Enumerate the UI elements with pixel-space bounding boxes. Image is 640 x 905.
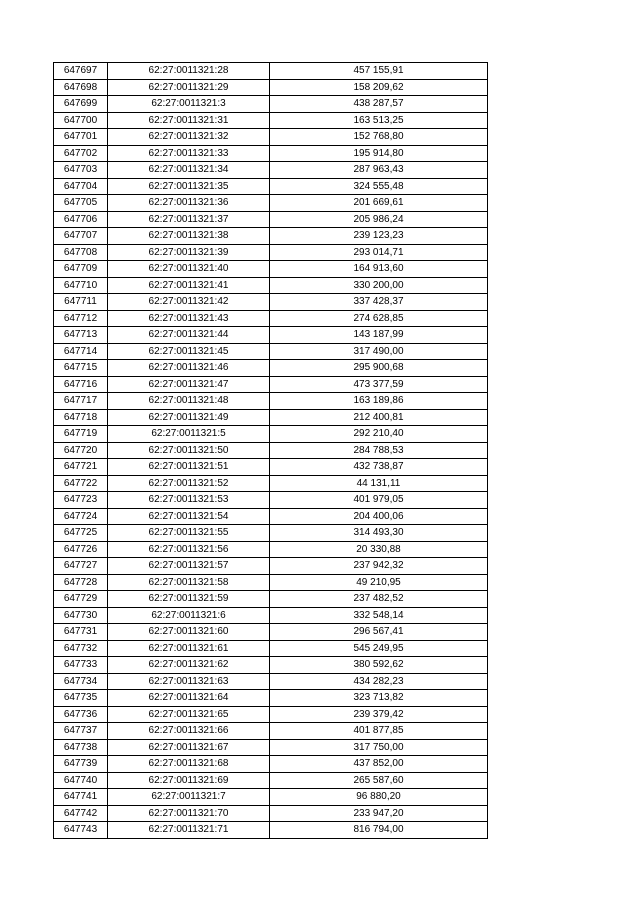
row-number-cell: 647704 <box>54 178 108 195</box>
cadastral-number-cell: 62:27:0011321:44 <box>108 327 270 344</box>
value-cell: 212 400,81 <box>270 409 488 426</box>
value-cell: 143 187,99 <box>270 327 488 344</box>
row-number-cell: 647715 <box>54 360 108 377</box>
value-cell: 323 713,82 <box>270 690 488 707</box>
row-number-cell: 647734 <box>54 673 108 690</box>
table-row <box>54 673 488 690</box>
cadastral-number-cell: 62:27:0011321:31 <box>108 112 270 129</box>
value-cell: 239 379,42 <box>270 706 488 723</box>
row-number-cell: 647736 <box>54 706 108 723</box>
cadastral-number-cell: 62:27:0011321:56 <box>108 541 270 558</box>
row-number-cell: 647706 <box>54 211 108 228</box>
value-cell: 332 548,14 <box>270 607 488 624</box>
cadastral-number-cell: 62:27:0011321:71 <box>108 822 270 839</box>
value-cell: 457 155,91 <box>270 63 488 80</box>
table-row <box>54 228 488 245</box>
value-cell: 330 200,00 <box>270 277 488 294</box>
table-row <box>54 211 488 228</box>
cadastral-number-cell: 62:27:0011321:7 <box>108 789 270 806</box>
cadastral-number-cell: 62:27:0011321:59 <box>108 591 270 608</box>
value-cell: 237 482,52 <box>270 591 488 608</box>
value-cell: 438 287,57 <box>270 96 488 113</box>
row-number-cell: 647743 <box>54 822 108 839</box>
table-row <box>54 541 488 558</box>
cadastral-number-cell: 62:27:0011321:51 <box>108 459 270 476</box>
table-row <box>54 640 488 657</box>
row-number-cell: 647703 <box>54 162 108 179</box>
value-cell: 296 567,41 <box>270 624 488 641</box>
value-cell: 204 400,06 <box>270 508 488 525</box>
table-row <box>54 607 488 624</box>
cadastral-value-table <box>53 62 488 839</box>
cadastral-number-cell: 62:27:0011321:33 <box>108 145 270 162</box>
cadastral-number-cell: 62:27:0011321:34 <box>108 162 270 179</box>
table-row <box>54 442 488 459</box>
value-cell: 292 210,40 <box>270 426 488 443</box>
cadastral-number-cell: 62:27:0011321:45 <box>108 343 270 360</box>
row-number-cell: 647720 <box>54 442 108 459</box>
row-number-cell: 647716 <box>54 376 108 393</box>
row-number-cell: 647705 <box>54 195 108 212</box>
table-row <box>54 360 488 377</box>
value-cell: 239 123,23 <box>270 228 488 245</box>
cadastral-number-cell: 62:27:0011321:39 <box>108 244 270 261</box>
table-row <box>54 63 488 80</box>
row-number-cell: 647709 <box>54 261 108 278</box>
cadastral-number-cell: 62:27:0011321:62 <box>108 657 270 674</box>
value-cell: 163 189,86 <box>270 393 488 410</box>
table-row <box>54 756 488 773</box>
value-cell: 158 209,62 <box>270 79 488 96</box>
table-row <box>54 376 488 393</box>
table-row <box>54 294 488 311</box>
row-number-cell: 647701 <box>54 129 108 146</box>
cadastral-number-cell: 62:27:0011321:57 <box>108 558 270 575</box>
table-row <box>54 657 488 674</box>
value-cell: 201 669,61 <box>270 195 488 212</box>
table-row <box>54 178 488 195</box>
table-row <box>54 558 488 575</box>
cadastral-number-cell: 62:27:0011321:42 <box>108 294 270 311</box>
cadastral-number-cell: 62:27:0011321:37 <box>108 211 270 228</box>
value-cell: 401 877,85 <box>270 723 488 740</box>
value-cell: 205 986,24 <box>270 211 488 228</box>
row-number-cell: 647741 <box>54 789 108 806</box>
table-row <box>54 475 488 492</box>
table-row <box>54 789 488 806</box>
value-cell: 380 592,62 <box>270 657 488 674</box>
value-cell: 287 963,43 <box>270 162 488 179</box>
value-cell: 401 979,05 <box>270 492 488 509</box>
table-row <box>54 525 488 542</box>
table-row <box>54 96 488 113</box>
value-cell: 44 131,11 <box>270 475 488 492</box>
table-row <box>54 162 488 179</box>
value-cell: 20 330,88 <box>270 541 488 558</box>
value-cell: 274 628,85 <box>270 310 488 327</box>
cadastral-number-cell: 62:27:0011321:69 <box>108 772 270 789</box>
row-number-cell: 647722 <box>54 475 108 492</box>
cadastral-number-cell: 62:27:0011321:66 <box>108 723 270 740</box>
cadastral-number-cell: 62:27:0011321:53 <box>108 492 270 509</box>
cadastral-number-cell: 62:27:0011321:32 <box>108 129 270 146</box>
row-number-cell: 647733 <box>54 657 108 674</box>
cadastral-number-cell: 62:27:0011321:3 <box>108 96 270 113</box>
table-row <box>54 426 488 443</box>
value-cell: 195 914,80 <box>270 145 488 162</box>
row-number-cell: 647717 <box>54 393 108 410</box>
row-number-cell: 647697 <box>54 63 108 80</box>
row-number-cell: 647711 <box>54 294 108 311</box>
row-number-cell: 647723 <box>54 492 108 509</box>
cadastral-number-cell: 62:27:0011321:65 <box>108 706 270 723</box>
table-row <box>54 129 488 146</box>
value-cell: 324 555,48 <box>270 178 488 195</box>
cadastral-number-cell: 62:27:0011321:52 <box>108 475 270 492</box>
value-cell: 164 913,60 <box>270 261 488 278</box>
cadastral-number-cell: 62:27:0011321:54 <box>108 508 270 525</box>
row-number-cell: 647712 <box>54 310 108 327</box>
row-number-cell: 647699 <box>54 96 108 113</box>
cadastral-number-cell: 62:27:0011321:43 <box>108 310 270 327</box>
value-cell: 237 942,32 <box>270 558 488 575</box>
table-body <box>54 63 488 839</box>
row-number-cell: 647707 <box>54 228 108 245</box>
value-cell: 545 249,95 <box>270 640 488 657</box>
cadastral-number-cell: 62:27:0011321:47 <box>108 376 270 393</box>
table-row <box>54 805 488 822</box>
table-row <box>54 706 488 723</box>
cadastral-number-cell: 62:27:0011321:40 <box>108 261 270 278</box>
table-row <box>54 277 488 294</box>
table-row <box>54 327 488 344</box>
row-number-cell: 647732 <box>54 640 108 657</box>
table-row <box>54 772 488 789</box>
row-number-cell: 647698 <box>54 79 108 96</box>
cadastral-number-cell: 62:27:0011321:5 <box>108 426 270 443</box>
row-number-cell: 647714 <box>54 343 108 360</box>
cadastral-number-cell: 62:27:0011321:49 <box>108 409 270 426</box>
cadastral-number-cell: 62:27:0011321:6 <box>108 607 270 624</box>
value-cell: 432 738,87 <box>270 459 488 476</box>
cadastral-number-cell: 62:27:0011321:50 <box>108 442 270 459</box>
table-row <box>54 393 488 410</box>
row-number-cell: 647740 <box>54 772 108 789</box>
table-row <box>54 261 488 278</box>
cadastral-number-cell: 62:27:0011321:29 <box>108 79 270 96</box>
row-number-cell: 647729 <box>54 591 108 608</box>
row-number-cell: 647730 <box>54 607 108 624</box>
value-cell: 295 900,68 <box>270 360 488 377</box>
cadastral-number-cell: 62:27:0011321:48 <box>108 393 270 410</box>
row-number-cell: 647742 <box>54 805 108 822</box>
row-number-cell: 647724 <box>54 508 108 525</box>
table-row <box>54 508 488 525</box>
cadastral-number-cell: 62:27:0011321:28 <box>108 63 270 80</box>
cadastral-number-cell: 62:27:0011321:35 <box>108 178 270 195</box>
row-number-cell: 647708 <box>54 244 108 261</box>
table-row <box>54 409 488 426</box>
cadastral-number-cell: 62:27:0011321:46 <box>108 360 270 377</box>
value-cell: 293 014,71 <box>270 244 488 261</box>
table-row <box>54 343 488 360</box>
row-number-cell: 647739 <box>54 756 108 773</box>
cadastral-number-cell: 62:27:0011321:36 <box>108 195 270 212</box>
value-cell: 317 490,00 <box>270 343 488 360</box>
value-cell: 317 750,00 <box>270 739 488 756</box>
row-number-cell: 647702 <box>54 145 108 162</box>
row-number-cell: 647737 <box>54 723 108 740</box>
table-row <box>54 822 488 839</box>
value-cell: 163 513,25 <box>270 112 488 129</box>
table-row <box>54 624 488 641</box>
cadastral-number-cell: 62:27:0011321:63 <box>108 673 270 690</box>
row-number-cell: 647728 <box>54 574 108 591</box>
table-row <box>54 459 488 476</box>
value-cell: 96 880,20 <box>270 789 488 806</box>
value-cell: 314 493,30 <box>270 525 488 542</box>
row-number-cell: 647710 <box>54 277 108 294</box>
table-row <box>54 145 488 162</box>
value-cell: 816 794,00 <box>270 822 488 839</box>
value-cell: 233 947,20 <box>270 805 488 822</box>
table-row <box>54 195 488 212</box>
cadastral-number-cell: 62:27:0011321:60 <box>108 624 270 641</box>
row-number-cell: 647735 <box>54 690 108 707</box>
value-cell: 434 282,23 <box>270 673 488 690</box>
cadastral-number-cell: 62:27:0011321:58 <box>108 574 270 591</box>
table-row <box>54 310 488 327</box>
row-number-cell: 647738 <box>54 739 108 756</box>
table-row <box>54 244 488 261</box>
table-row <box>54 739 488 756</box>
row-number-cell: 647721 <box>54 459 108 476</box>
row-number-cell: 647719 <box>54 426 108 443</box>
cadastral-number-cell: 62:27:0011321:38 <box>108 228 270 245</box>
table-row <box>54 690 488 707</box>
value-cell: 152 768,80 <box>270 129 488 146</box>
cadastral-number-cell: 62:27:0011321:64 <box>108 690 270 707</box>
table-row <box>54 574 488 591</box>
table-row <box>54 79 488 96</box>
value-cell: 284 788,53 <box>270 442 488 459</box>
row-number-cell: 647726 <box>54 541 108 558</box>
cadastral-number-cell: 62:27:0011321:61 <box>108 640 270 657</box>
value-cell: 437 852,00 <box>270 756 488 773</box>
cadastral-number-cell: 62:27:0011321:70 <box>108 805 270 822</box>
row-number-cell: 647713 <box>54 327 108 344</box>
value-cell: 49 210,95 <box>270 574 488 591</box>
value-cell: 473 377,59 <box>270 376 488 393</box>
table-row <box>54 112 488 129</box>
table-row <box>54 723 488 740</box>
cadastral-number-cell: 62:27:0011321:67 <box>108 739 270 756</box>
table-row <box>54 492 488 509</box>
value-cell: 337 428,37 <box>270 294 488 311</box>
row-number-cell: 647731 <box>54 624 108 641</box>
row-number-cell: 647727 <box>54 558 108 575</box>
row-number-cell: 647718 <box>54 409 108 426</box>
row-number-cell: 647700 <box>54 112 108 129</box>
value-cell: 265 587,60 <box>270 772 488 789</box>
table-row <box>54 591 488 608</box>
cadastral-number-cell: 62:27:0011321:41 <box>108 277 270 294</box>
row-number-cell: 647725 <box>54 525 108 542</box>
cadastral-number-cell: 62:27:0011321:68 <box>108 756 270 773</box>
cadastral-number-cell: 62:27:0011321:55 <box>108 525 270 542</box>
